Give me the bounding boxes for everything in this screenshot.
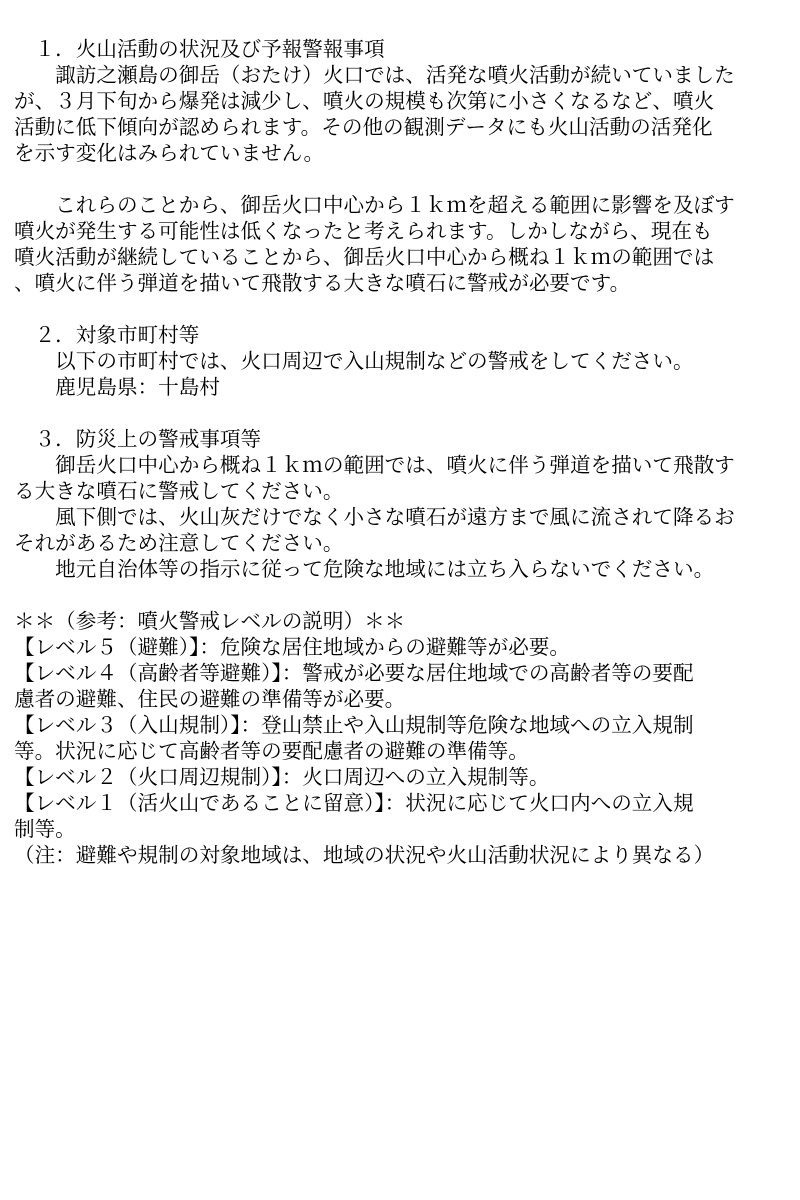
text-line: 【レベル１（活火山であることに留意）】：状況に応じて火口内への立入規 [14, 791, 694, 815]
text-line: 等。状況に応じて高齢者等の要配慮者の避難の準備等。 [14, 739, 529, 763]
text-line: が、３月下旬から爆発は減少し、噴火の規模も次第に小さくなるなど、噴火 [14, 89, 715, 113]
text-line: 【レベル２（火口周辺規制）】：火口周辺への立入規制等。 [14, 765, 550, 789]
text-line: 地元自治体等の指示に従って危険な地域には立ち入らないでください。 [14, 557, 715, 581]
text-line: る大きな噴石に警戒してください。 [14, 479, 344, 503]
section-2-heading: ２．対象市町村等 [14, 323, 200, 347]
text-line: 噴火が発生する可能性は低くなったと考えられます。しかしながら、現在も [14, 219, 713, 243]
text-line: 【レベル４（高齢者等避難）】：警戒が必要な居住地域での高齢者等の要配 [14, 661, 694, 685]
text-line: 御岳火口中心から概ね１ｋｍの範囲では、噴火に伴う弾道を描いて飛散す [14, 453, 735, 477]
text-line: 【レベル５（避難）】：危険な居住地域からの避難等が必要。 [14, 635, 571, 659]
text-line: 、噴火に伴う弾道を描いて飛散する大きな噴石に警戒が必要です。 [14, 271, 631, 295]
text-line: 【レベル３（入山規制）】：登山禁止や入山規制等危険な地域への立入規制 [14, 713, 694, 737]
text-line: 鹿児島県：十島村 [14, 375, 220, 399]
text-line: を示す変化はみられていません。 [14, 141, 325, 165]
note-line: （注：避難や規制の対象地域は、地域の状況や火山活動状況により異なる） [14, 843, 715, 867]
text-line: 慮者の避難、住民の避難の準備等が必要。 [14, 687, 406, 711]
section-1-heading: １．火山活動の状況及び予報警報事項 [14, 37, 385, 61]
text-line: 風下側では、火山灰だけでなく小さな噴石が遠方まで風に流されて降るお [14, 505, 735, 529]
reference-heading: ＊＊（参考：噴火警戒レベルの説明）＊＊ [14, 609, 406, 633]
text-line: それがあるため注意してください。 [14, 531, 344, 555]
text-line: 噴火活動が継続していることから、御岳火口中心から概ね１ｋｍの範囲では [14, 245, 715, 269]
text-line: これらのことから、御岳火口中心から１ｋｍを超える範囲に影響を及ぼす [14, 193, 735, 217]
text-line: 以下の市町村では、火口周辺で入山規制などの警戒をしてください。 [14, 349, 694, 373]
text-line: 諏訪之瀬島の御岳（おたけ）火口では、活発な噴火活動が続いていました [14, 63, 735, 87]
text-line: 活動に低下傾向が認められます。その他の観測データにも火山活動の活発化 [14, 115, 713, 139]
text-line: 制等。 [14, 817, 76, 841]
section-3-heading: ３．防災上の警戒事項等 [14, 427, 262, 451]
